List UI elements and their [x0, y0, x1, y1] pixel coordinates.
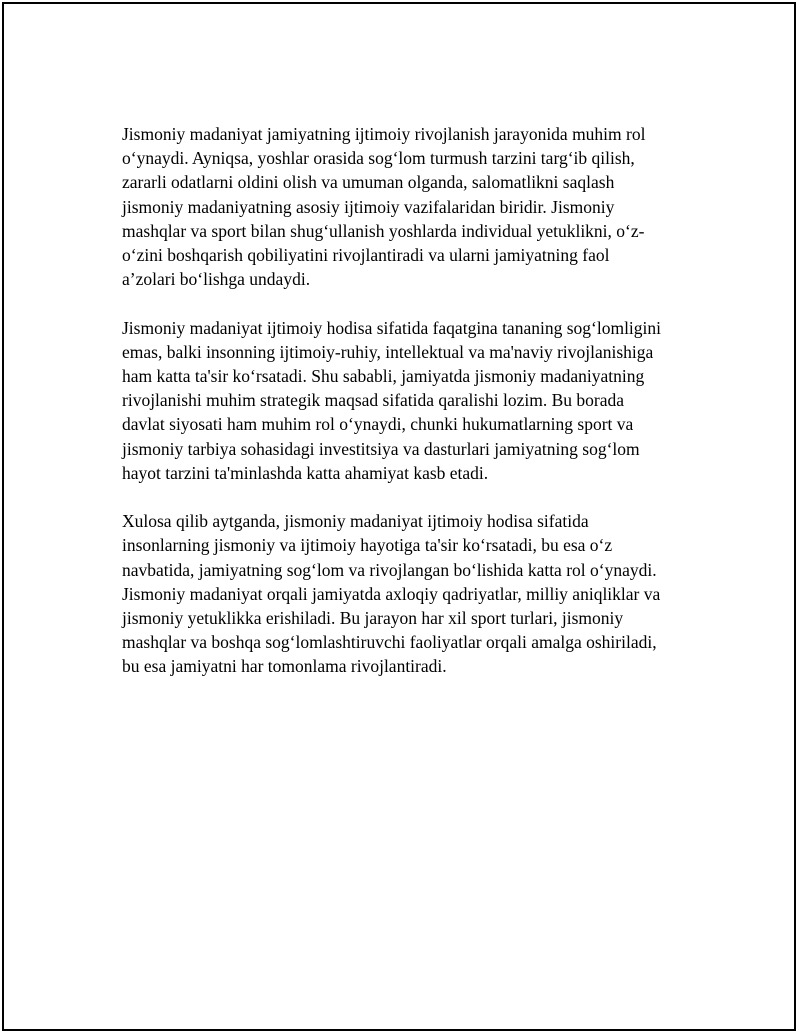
text-line: Jismoniy madaniyat jamiyatning ijtimoiy rivojlanish jarayonida muhim rol [122, 124, 646, 144]
text-line: a’zolari bo‘lishga undaydi. [122, 269, 311, 290]
text-line: mashqlar va boshqa sog‘lomlashtiruvchi faoliyatlar orqali amalga oshiriladi, [122, 632, 657, 653]
page-frame [2, 2, 796, 1031]
paragraph-2 [122, 316, 702, 485]
text-line: davlat siyosati ham muhim rol o‘ynaydi, chunki hukumatlarning sport va [122, 414, 634, 435]
document-body [122, 122, 702, 703]
paragraph-3 [122, 509, 702, 678]
text-line: navbatida, jamiyatning sog‘lom va rivojlangan bo‘lishida katta rol o‘ynaydi. [122, 559, 657, 580]
text-line: mashqlar va sport bilan shug‘ullanish yoshlarda individual yetuklikni, o‘z- [122, 220, 645, 241]
text-line: jismoniy tarbiya sohasidagi investitsiya va dasturlari jamiyatning sog‘lom [122, 438, 640, 459]
text-line: bu esa jamiyatni har tomonlama rivojlantiradi. [122, 656, 447, 677]
text-line: ham katta ta'sir ko‘rsatadi. Shu sababli, jamiyatda jismoniy madaniyatning [122, 366, 645, 387]
text-line: o‘zini boshqarish qobiliyatini rivojlantiradi va ularni jamiyatning faol [122, 245, 610, 266]
text-line: rivojlanishi muhim strategik maqsad sifatida qaralishi lozim. Bu borada [122, 390, 625, 411]
paragraph-1 [122, 122, 702, 291]
text-line: zararli odatlarni oldini olish va umuman olganda, salomatlikni saqlash [122, 172, 615, 193]
text-line: Xulosa qilib aytganda, jismoniy madaniyat ijtimoiy hodisa sifatida [122, 511, 589, 532]
text-line: jismoniy yetuklikka erishiladi. Bu jarayon har xil sport turlari, jismoniy [122, 608, 624, 629]
text-line: emas, balki insonning ijtimoiy-ruhiy, intellektual va ma'naviy rivojlanishiga [122, 341, 654, 362]
text-line: Jismoniy madaniyat ijtimoiy hodisa sifatida faqatgina tananing sog‘lomligini [122, 317, 662, 338]
text-line: hayot tarzini ta'minlashda katta ahamiyat kasb etadi. [122, 462, 489, 483]
text-line: o‘ynaydi. Ayniqsa, yoshlar orasida sog‘lom turmush tarzini targ‘ib qilish, [122, 148, 635, 169]
text-line: insonlarning jismoniy va ijtimoiy hayotiga ta'sir ko‘rsatadi, bu esa o‘z [122, 535, 613, 556]
text-line: Jismoniy madaniyat orqali jamiyatda axloqiy qadriyatlar, milliy aniqliklar va [122, 583, 661, 604]
text-line: jismoniy madaniyatning asosiy ijtimoiy vazifalaridan biridir. Jismoniy [122, 196, 615, 217]
